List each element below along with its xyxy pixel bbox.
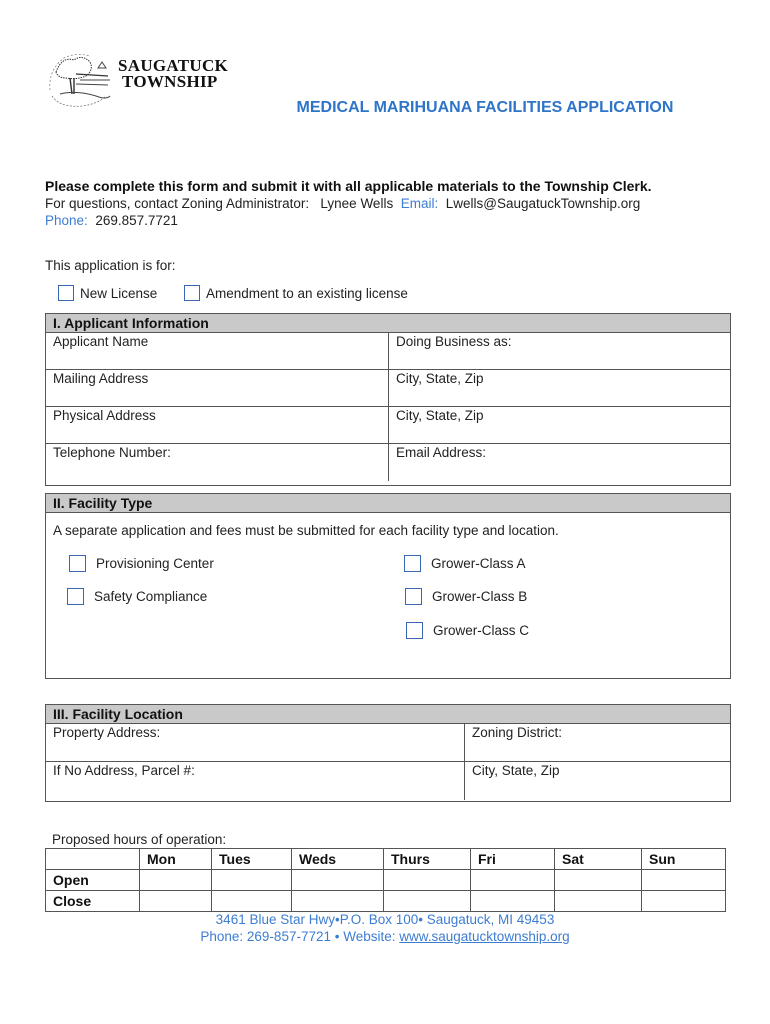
day-header: Weds bbox=[292, 849, 384, 870]
amendment-checkbox[interactable] bbox=[184, 285, 200, 301]
day-header: Sat bbox=[555, 849, 642, 870]
hours-cell[interactable] bbox=[140, 870, 212, 891]
telephone-field[interactable]: Telephone Number: bbox=[53, 445, 171, 460]
form-row bbox=[46, 370, 730, 407]
email-address-field[interactable]: Email Address: bbox=[388, 444, 730, 481]
grower-class-a-option[interactable] bbox=[404, 555, 526, 572]
hours-label: Proposed hours of operation: bbox=[52, 832, 227, 847]
hours-cell[interactable] bbox=[292, 891, 384, 912]
hours-table bbox=[45, 848, 726, 912]
hours-cell[interactable] bbox=[212, 870, 292, 891]
new-license-option[interactable] bbox=[58, 285, 157, 301]
form-row bbox=[46, 333, 730, 370]
tree-landscape-icon bbox=[46, 50, 118, 110]
provisioning-center-label: Provisioning Center bbox=[96, 556, 214, 571]
hours-close-row bbox=[46, 891, 726, 912]
grower-class-b-label: Grower-Class B bbox=[432, 589, 528, 604]
new-license-label: New License bbox=[80, 285, 158, 301]
row-label-close: Close bbox=[46, 891, 140, 912]
email-label: Email: bbox=[400, 196, 439, 211]
phone-label: Phone: bbox=[45, 213, 88, 228]
contact-prefix: For questions, contact Zoning Administrator: bbox=[45, 196, 310, 211]
day-header: Sun bbox=[642, 849, 726, 870]
instructions-text: Please complete this form and submit it with all applicable materials to the Township Clerk. bbox=[45, 178, 652, 194]
row-label-open: Open bbox=[46, 870, 140, 891]
form-row bbox=[46, 762, 730, 800]
hours-open-row bbox=[46, 870, 726, 891]
day-header: Mon bbox=[140, 849, 212, 870]
amendment-option[interactable] bbox=[184, 285, 408, 301]
contact-phone: 269.857.7721 bbox=[95, 213, 178, 228]
document-title: MEDICAL MARIHUANA FACILITIES APPLICATION bbox=[296, 99, 674, 116]
phone-line bbox=[45, 213, 178, 228]
section-header: III. Facility Location bbox=[46, 705, 730, 724]
grower-class-a-checkbox[interactable] bbox=[404, 555, 421, 572]
footer-contact bbox=[0, 929, 770, 944]
hours-cell[interactable] bbox=[292, 870, 384, 891]
logo-text-saugatuck: SAUGATUCK bbox=[118, 56, 229, 75]
facility-type-section bbox=[45, 493, 731, 679]
physical-address-field[interactable]: Physical Address bbox=[53, 408, 156, 423]
parcel-number-field[interactable]: If No Address, Parcel #: bbox=[53, 763, 195, 778]
website-link[interactable]: www.saugatucktownship.org bbox=[399, 929, 570, 944]
grower-class-c-option[interactable] bbox=[406, 622, 529, 639]
hours-cell[interactable] bbox=[471, 870, 555, 891]
hours-header-row bbox=[46, 849, 726, 870]
section-header: II. Facility Type bbox=[46, 494, 730, 513]
form-row bbox=[46, 724, 730, 762]
footer-address: 3461 Blue Star Hwy•P.O. Box 100• Saugatuck, MI 49453 bbox=[215, 912, 555, 927]
form-row bbox=[46, 407, 730, 444]
footer-phone-website: Phone: 269-857-7721 • Website: bbox=[200, 929, 396, 944]
contact-line bbox=[45, 196, 640, 211]
location-city-state-zip-field[interactable]: City, State, Zip bbox=[464, 762, 730, 800]
grower-class-b-option[interactable] bbox=[405, 588, 527, 605]
logo-text-township: TOWNSHIP bbox=[122, 72, 218, 91]
new-license-checkbox[interactable] bbox=[58, 285, 74, 301]
section-header: I. Applicant Information bbox=[46, 314, 730, 333]
safety-compliance-label: Safety Compliance bbox=[94, 589, 208, 604]
hours-cell[interactable] bbox=[471, 891, 555, 912]
hours-cell[interactable] bbox=[212, 891, 292, 912]
applicant-name-field[interactable]: Applicant Name bbox=[53, 334, 149, 349]
contact-name: Lynee Wells bbox=[320, 196, 394, 211]
grower-class-b-checkbox[interactable] bbox=[405, 588, 422, 605]
hours-corner-cell bbox=[46, 849, 140, 870]
facility-type-description: A separate application and fees must be submitted for each facility type and location. bbox=[53, 523, 559, 538]
applicant-information-section bbox=[45, 313, 731, 486]
mailing-address-field[interactable]: Mailing Address bbox=[53, 371, 149, 386]
day-header: Thurs bbox=[384, 849, 471, 870]
amendment-label: Amendment to an existing license bbox=[206, 285, 408, 301]
day-header: Fri bbox=[471, 849, 555, 870]
day-header: Tues bbox=[212, 849, 292, 870]
hours-cell[interactable] bbox=[642, 891, 726, 912]
grower-class-c-checkbox[interactable] bbox=[406, 622, 423, 639]
zoning-district-field[interactable]: Zoning District: bbox=[464, 724, 730, 761]
doing-business-as-field[interactable]: Doing Business as: bbox=[388, 333, 730, 369]
form-row bbox=[46, 444, 730, 481]
hours-cell[interactable] bbox=[555, 870, 642, 891]
grower-class-a-label: Grower-Class A bbox=[431, 556, 526, 571]
hours-cell[interactable] bbox=[642, 870, 726, 891]
mailing-city-state-zip-field[interactable]: City, State, Zip bbox=[388, 370, 730, 406]
hours-cell[interactable] bbox=[555, 891, 642, 912]
safety-compliance-option[interactable] bbox=[67, 588, 207, 605]
grower-class-c-label: Grower-Class C bbox=[433, 623, 530, 638]
physical-city-state-zip-field[interactable]: City, State, Zip bbox=[388, 407, 730, 443]
hours-cell[interactable] bbox=[140, 891, 212, 912]
contact-email: Lwells@SaugatuckTownship.org bbox=[445, 196, 641, 211]
application-for-label: This application is for: bbox=[45, 258, 176, 273]
facility-location-section bbox=[45, 704, 731, 802]
property-address-field[interactable]: Property Address: bbox=[53, 725, 161, 740]
provisioning-center-checkbox[interactable] bbox=[69, 555, 86, 572]
hours-cell[interactable] bbox=[384, 870, 471, 891]
provisioning-center-option[interactable] bbox=[69, 555, 214, 572]
safety-compliance-checkbox[interactable] bbox=[67, 588, 84, 605]
hours-cell[interactable] bbox=[384, 891, 471, 912]
